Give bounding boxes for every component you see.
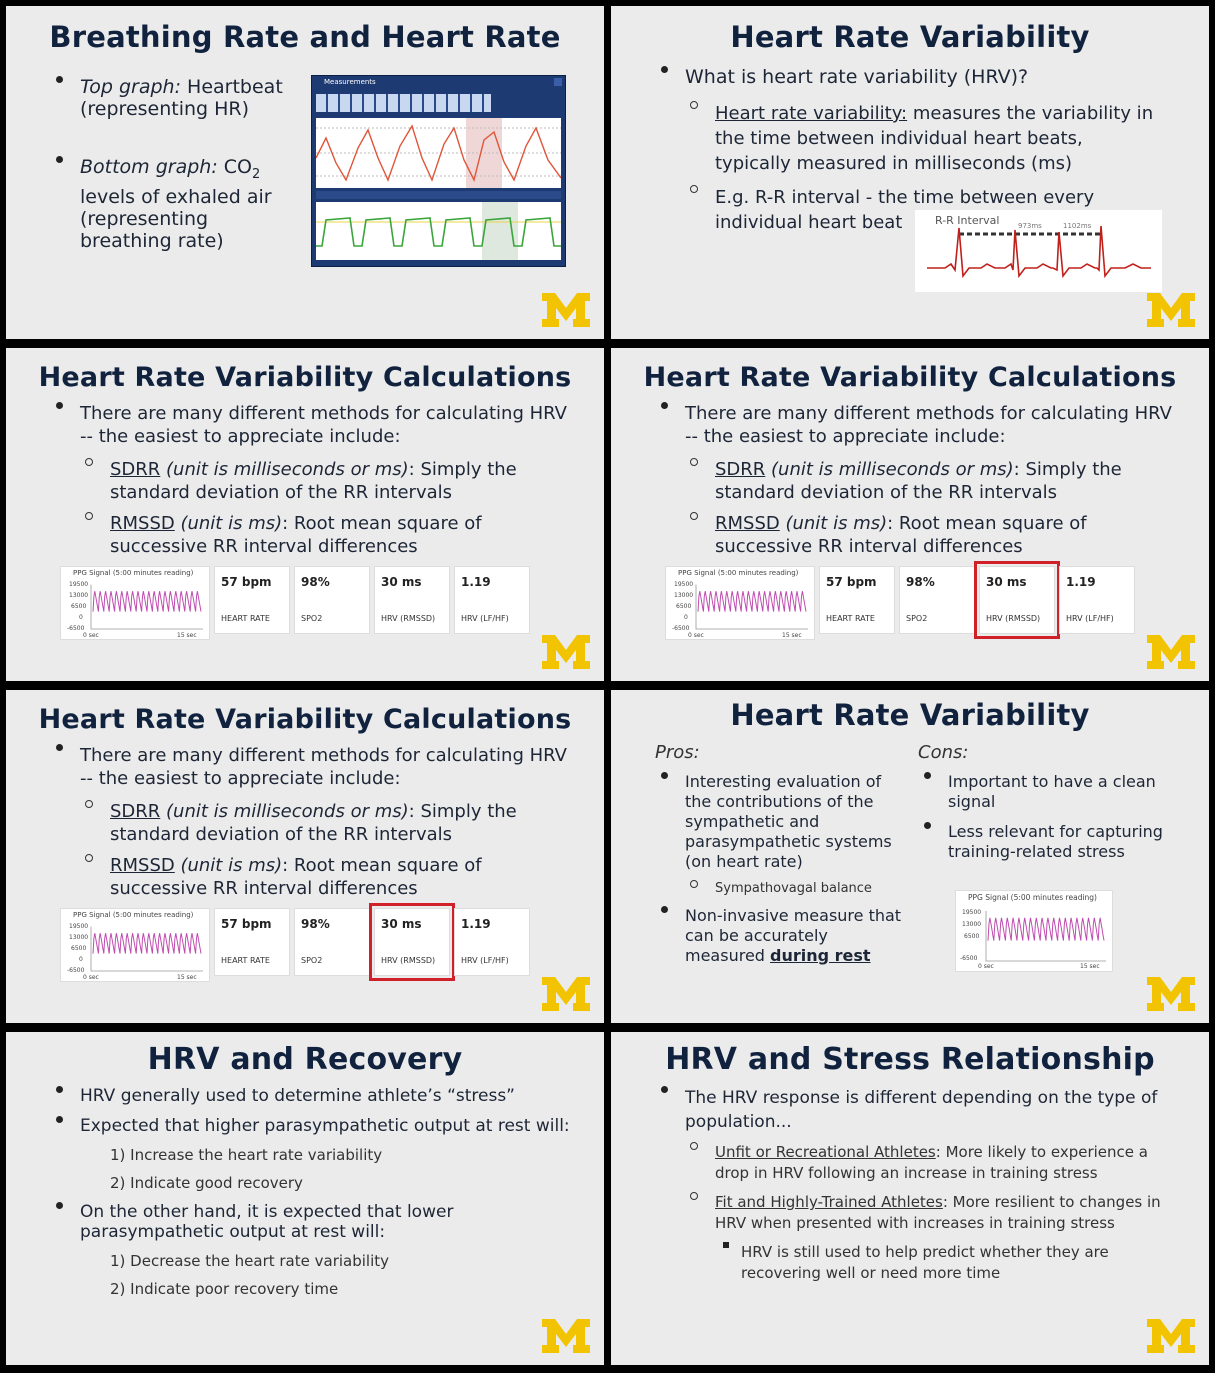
slide-title: Breathing Rate and Heart Rate (49, 20, 561, 54)
slide-breathing-heart-rate (6, 6, 604, 339)
bullet-sdrr: SDRR (unit is milliseconds or ms): Simply the standard deviation of the RR intervals (685, 458, 1179, 504)
ppg-line (93, 933, 201, 953)
bullet-intro: There are many different methods for calculating HRV -- the easiest to appreciate include: (54, 402, 574, 448)
item-poor-recovery: 2) Indicate poor recovery time (110, 1280, 339, 1298)
ppg-signal-chart: PPG Signal (5:00 minutes reading) 19500 13000 6500 0 -6500 0 sec 15 sec (60, 566, 210, 640)
ecg-time-2: 1102ms (1063, 222, 1092, 230)
window-title: Measurements (324, 78, 376, 86)
ecg-time-1: 973ms (1018, 222, 1042, 230)
michigan-logo-icon (542, 635, 590, 669)
bullet-population: The HRV response is different depending on the type of population... (659, 1086, 1179, 1134)
bullet-lower-parasympathetic: On the other hand, it is expected that lower parasympathetic output at rest will: (54, 1202, 574, 1242)
graph-divider (316, 191, 561, 199)
slide-hrv-definition (611, 6, 1209, 339)
measurement-window (311, 75, 566, 267)
bullet-unfit-athletes: Unfit or Recreational Athletes: More likely to experience a drop in HRV following an increase in training stress (685, 1142, 1179, 1184)
bullet-sdrr: SDRR (unit is milliseconds or ms): Simply the standard deviation of the RR intervals (80, 800, 574, 846)
michigan-logo-icon (1147, 635, 1195, 669)
metric-card-hrv-lfhf: 1.19 HRV (LF/HF) (454, 908, 530, 976)
ppg-waveform (956, 891, 1112, 971)
ecg-label: R-R Interval (935, 214, 1000, 227)
slide-title: Heart Rate Variability (730, 20, 1090, 54)
toolbar (316, 94, 491, 112)
bullet-bottom-graph: Bottom graph: $CO_2$ levels of exhaled air (representing breathing rate) (54, 156, 304, 252)
metric-card-heart-rate: 57 bpm HEART RATE (214, 908, 290, 976)
metric-card-hrv-rmssd-highlighted: 30 ms HRV (RMSSD) (374, 908, 450, 976)
metrics-row (665, 566, 1135, 640)
bullet-higher-parasympathetic: Expected that higher parasympathetic output at rest will: (54, 1116, 574, 1136)
slide-title: Heart Rate Variability Calculations (38, 362, 572, 393)
slide-hrv-calculations-3 (6, 690, 604, 1023)
con-clean-signal: Important to have a clean signal (922, 772, 1182, 812)
michigan-logo-icon (542, 1319, 590, 1353)
michigan-logo-icon (1147, 1319, 1195, 1353)
metric-card-spo2: 98% SPO2 (899, 566, 975, 634)
metric-card-hrv-rmssd-highlighted: 30 ms HRV (RMSSD) (979, 566, 1055, 634)
ppg-signal-chart: PPG Signal (5:00 minutes reading) 19500 13000 6500 0 -6500 0 sec 15 sec (665, 566, 815, 640)
con-training-stress: Less relevant for capturing training-related stress (922, 822, 1182, 862)
michigan-logo-icon (1147, 293, 1195, 327)
pro-sub-sympathovagal-balance: Sympathovagal balance (685, 880, 909, 898)
michigan-logo-icon (542, 293, 590, 327)
co2-graph (316, 202, 561, 260)
window-close-icon[interactable] (554, 78, 562, 86)
pro-sympathovagal: Interesting evaluation of the contributions of the sympathetic and parasympathetic systems (on heart rate) (659, 772, 909, 872)
heartbeat-waveform (316, 118, 561, 188)
bullet-hrv-definition: Heart rate variability: measures the variability in the time between individual heart beats, typically measured in milliseconds (ms) (685, 101, 1155, 176)
bullet-fit-athletes: Fit and Highly-Trained Athletes: More resilient to changes in HRV when presented with increases in training stress (685, 1192, 1179, 1234)
michigan-logo-icon (1147, 977, 1195, 1011)
michigan-logo-icon (542, 977, 590, 1011)
bullet-rmssd: RMSSD (unit is ms): Root mean square of successive RR interval differences (685, 512, 1179, 558)
bullet-intro: There are many different methods for calculating HRV -- the easiest to appreciate include: (54, 744, 574, 790)
item-good-recovery: 2) Indicate good recovery (110, 1174, 303, 1192)
bullet-recovery-prediction: HRV is still used to help predict whether they are recovering well or need more time (719, 1242, 1141, 1284)
slide-title: HRV and Stress Relationship (665, 1042, 1155, 1077)
metric-card-spo2: 98% SPO2 (294, 566, 370, 634)
slide-hrv-calculations-2 (611, 348, 1209, 681)
metric-card-hrv-lfhf: 1.19 HRV (LF/HF) (1059, 566, 1135, 634)
metric-card-hrv-lfhf: 1.19 HRV (LF/HF) (454, 566, 530, 634)
pro-non-invasive: Non-invasive measure that can be accurately measured during rest (659, 906, 909, 966)
metrics-row (60, 566, 530, 640)
ppg-signal-chart: PPG Signal (5:00 minutes reading) 19500 13000 6500 -6500 0 sec 15 sec (955, 890, 1113, 972)
ppg-line (698, 591, 806, 611)
metric-card-heart-rate: 57 bpm HEART RATE (819, 566, 895, 634)
slide-title: Heart Rate Variability Calculations (643, 362, 1177, 393)
ppg-line (93, 591, 201, 611)
metrics-row (60, 908, 530, 982)
slide-hrv-recovery (6, 1032, 604, 1365)
heartbeat-graph (316, 118, 561, 188)
bullet-hrv-question: What is heart rate variability (HRV)? (659, 66, 1179, 89)
cons-heading: Cons: (918, 742, 969, 763)
item-decrease-hrv: 1) Decrease the heart rate variability (110, 1252, 390, 1270)
bullet-intro: There are many different methods for calculating HRV -- the easiest to appreciate include: (659, 402, 1179, 448)
slide-hrv-calculations-1 (6, 348, 604, 681)
bullet-rmssd: RMSSD (unit is ms): Root mean square of successive RR interval differences (80, 854, 574, 900)
slide-title: Heart Rate Variability (730, 698, 1090, 732)
slide-title: Heart Rate Variability Calculations (38, 704, 572, 735)
ppg-line (988, 918, 1104, 941)
pros-heading: Pros: (655, 742, 700, 763)
slide-hrv-stress-relationship (611, 1032, 1209, 1365)
metric-card-spo2: 98% SPO2 (294, 908, 370, 976)
item-increase-hrv: 1) Increase the heart rate variability (110, 1146, 383, 1164)
bullet-rr-interval: E.g. R-R interval - the time between every individual heart beat (685, 185, 1135, 235)
metric-card-heart-rate: 57 bpm HEART RATE (214, 566, 290, 634)
co2-waveform (316, 202, 561, 260)
ppg-signal-chart: PPG Signal (5:00 minutes reading) 19500 13000 6500 0 -6500 0 sec 15 sec (60, 908, 210, 982)
slide-title: HRV and Recovery (147, 1042, 463, 1077)
slide-hrv-pros-cons (611, 690, 1209, 1023)
bullet-sdrr: SDRR (unit is milliseconds or ms): Simply the standard deviation of the RR intervals (80, 458, 574, 504)
bullet-hrv-stress: HRV generally used to determine athlete’s “stress” (54, 1086, 574, 1106)
bullet-rmssd: RMSSD (unit is ms): Root mean square of successive RR interval differences (80, 512, 574, 558)
bullet-top-graph: Top graph: Heartbeat (representing HR) (54, 76, 304, 120)
ecg-image (915, 210, 1162, 292)
metric-card-hrv-rmssd: 30 ms HRV (RMSSD) (374, 566, 450, 634)
